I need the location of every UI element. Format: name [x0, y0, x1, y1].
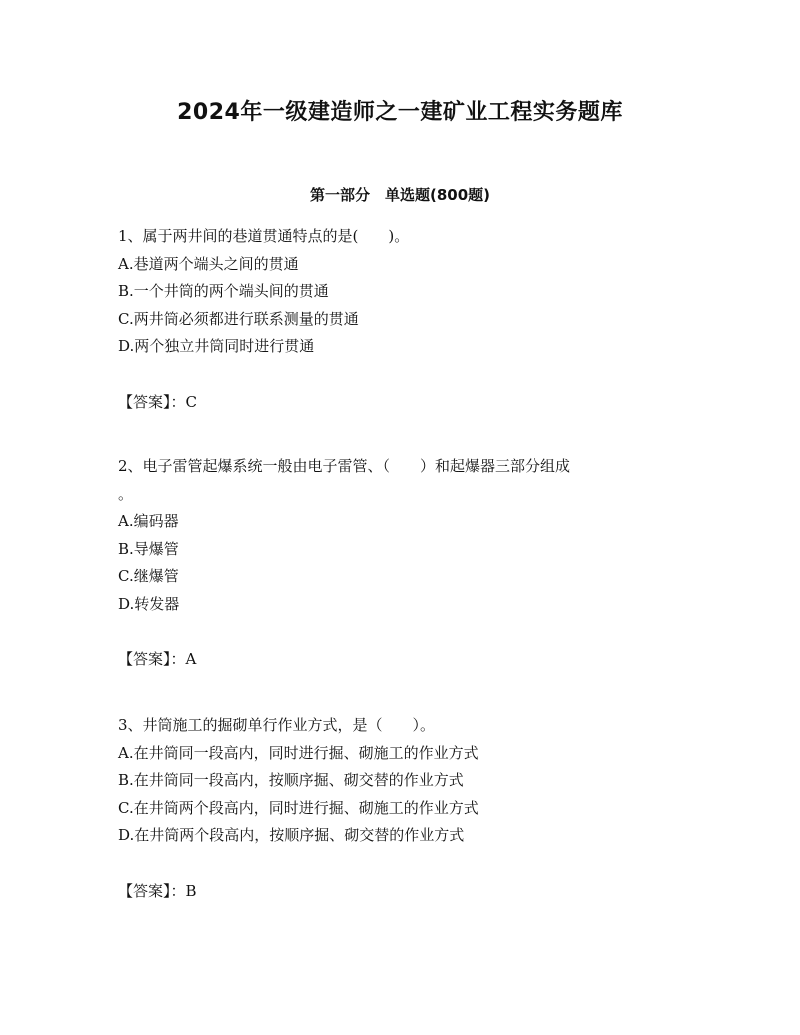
option-c: C.继爆管	[118, 567, 179, 585]
question-block	[118, 223, 678, 416]
option-b: B.一个井筒的两个端头间的贯通	[118, 282, 329, 300]
answer-line: 【答案】：A	[118, 650, 197, 668]
question-stem: 3、井筒施工的掘砌单行作业方式，是（ ）。	[118, 716, 436, 734]
option-a: A.编码器	[118, 512, 179, 530]
option-b: B.在井筒同一段高内，按顺序掘、砌交替的作业方式	[118, 771, 464, 789]
section-title: 第一部分 单选题(800题)	[309, 186, 491, 204]
question-stem: 2、电子雷管起爆系统一般由电子雷管、（ ）和起爆器三部分组成 。	[118, 457, 571, 503]
answer-line: 【答案】：B	[118, 881, 197, 900]
option-c: C.两井筒必须都进行联系测量的贯通	[118, 309, 359, 328]
document-title: 2024年一级建造师之一建矿业工程实务题库	[177, 100, 623, 125]
answer-line: 【答案】：C	[118, 392, 197, 411]
option-d: D.转发器	[118, 594, 180, 613]
question-stem: 1、属于两井间的巷道贯通特点的是( )。	[118, 227, 410, 245]
option-c: C.在井筒两个段高内，同时进行掘、砌施工的作业方式	[118, 798, 479, 817]
option-d: D.在井筒两个段高内，按顺序掘、砌交替的作业方式	[118, 826, 465, 844]
question-block	[118, 453, 678, 674]
option-a: A.巷道两个端头之间的贯通	[118, 254, 299, 273]
option-b: B.导爆管	[118, 539, 179, 558]
option-d: D.两个独立井筒同时进行贯通	[118, 337, 315, 355]
question-block	[118, 712, 678, 905]
option-a: A.在井筒同一段高内，同时进行掘、砌施工的作业方式	[118, 743, 479, 762]
